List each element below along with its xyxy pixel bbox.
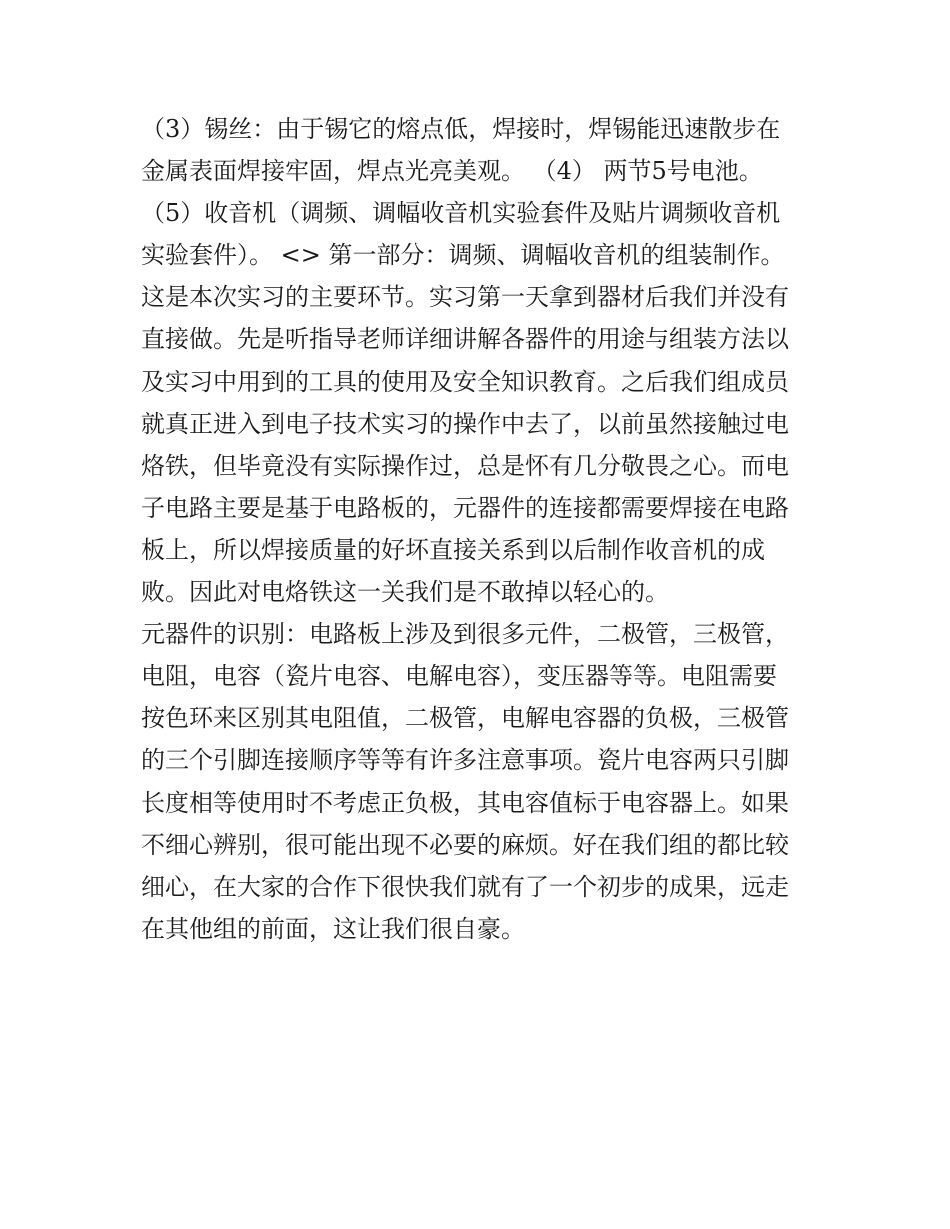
text-line: 子电路主要是基于电路板的，元器件的连接都需要焊接在电路 — [141, 493, 789, 522]
text-line: 在其他组的前面，这让我们很自豪。 — [141, 914, 525, 943]
text-line: 长度相等使用时不考虑正负极，其电容值标于电容器上。如果 — [141, 788, 789, 817]
body-text — [141, 108, 821, 950]
text-line: 就真正进入到电子技术实习的操作中去了，以前虽然接触过电 — [141, 409, 789, 438]
text-line: 细心，在大家的合作下很快我们就有了一个初步的成果，远走 — [141, 872, 789, 901]
text-line: 实验套件）。 <> 第一部分：调频、调幅收音机的组装制作。 — [141, 241, 785, 270]
text-line: 败。因此对电烙铁这一关我们是不敢掉以轻心的。 — [141, 578, 669, 607]
text-line: 这是本次实习的主要环节。实习第一天拿到器材后我们并没有 — [141, 283, 789, 312]
text-line: 电阻，电容（瓷片电容、电解电容），变压器等等。电阻需要 — [141, 662, 777, 691]
text-line: 烙铁，但毕竟没有实际操作过，总是怀有几分敬畏之心。而电 — [141, 451, 789, 480]
text-line: （3）锡丝：由于锡它的熔点低，焊接时，焊锡能迅速散步在 — [141, 115, 781, 143]
text-line: 元器件的识别：电路板上涉及到很多元件，二极管，三极管， — [141, 620, 789, 649]
text-line: 的三个引脚连接顺序等等有许多注意事项。瓷片电容两只引脚 — [141, 746, 789, 775]
text-line: （5）收音机（调频、调幅收音机实验套件及贴片调频收音机 — [141, 199, 781, 228]
text-line: 不细心辨别，很可能出现不必要的麻烦。好在我们组的都比较 — [141, 830, 789, 859]
text-line: 板上，所以焊接质量的好坏直接关系到以后制作收音机的成 — [141, 535, 765, 564]
text-line: 按色环来区别其电阻值，二极管，电解电容器的负极，三极管 — [141, 704, 789, 733]
text-line: 金属表面焊接牢固，焊点光亮美观。 （4） 两节5号电池。 — [141, 157, 763, 186]
text-line: 及实习中用到的工具的使用及安全知识教育。之后我们组成员 — [141, 367, 789, 396]
text-line: 直接做。先是听指导老师详细讲解各器件的用途与组装方法以 — [141, 325, 789, 354]
